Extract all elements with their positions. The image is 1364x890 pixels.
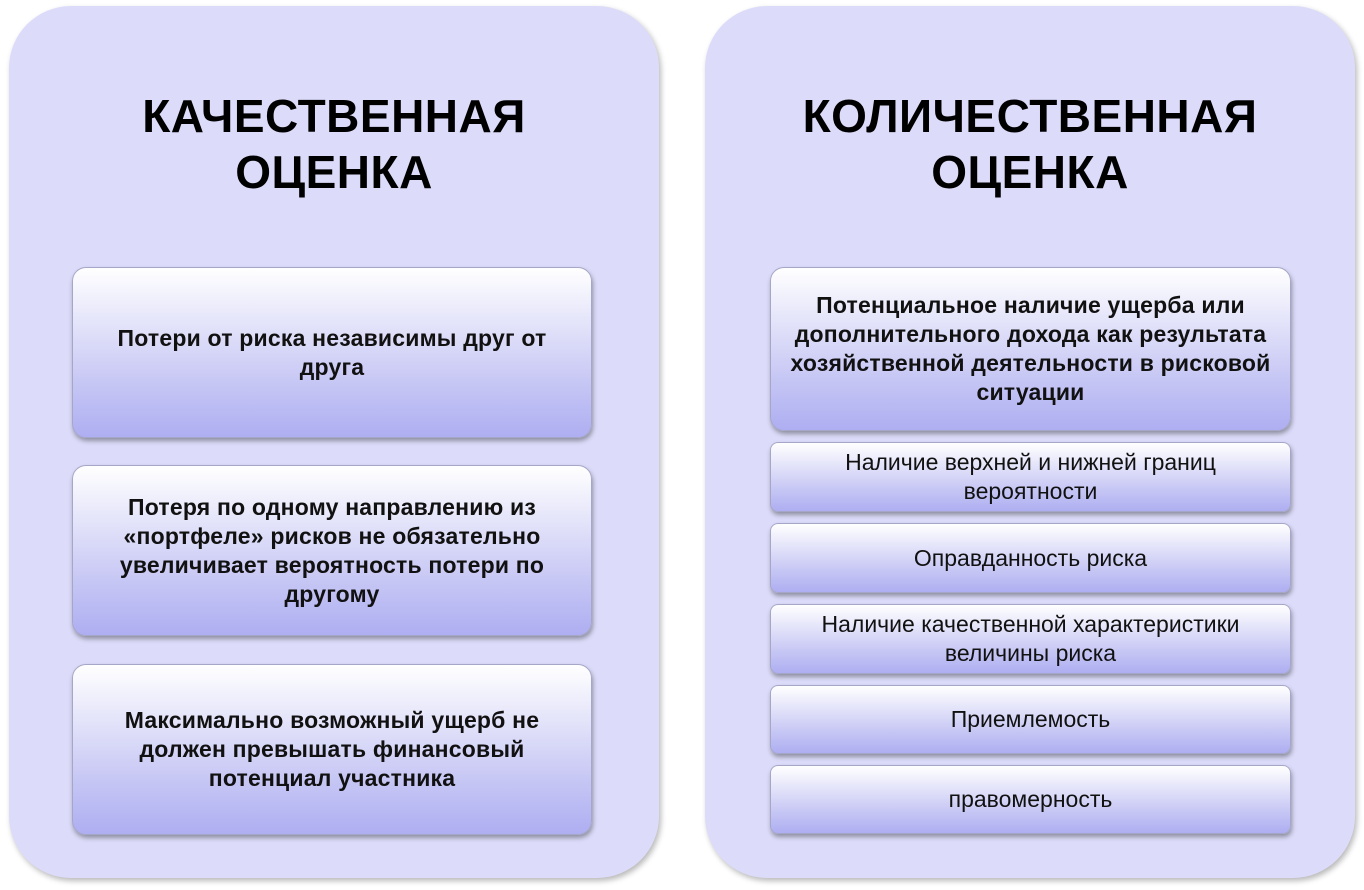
quantitative-item-probability-bounds: Наличие верхней и нижней границ вероятности bbox=[770, 442, 1291, 512]
quantitative-item-risk-justification: Оправданность риска bbox=[770, 523, 1291, 593]
quantitative-item-potential-damage: Потенциальное наличие ущерба или дополнительного дохода как результата хозяйственной деятельности в рисковой ситуации bbox=[770, 267, 1291, 431]
qualitative-title bbox=[9, 88, 659, 200]
quantitative-title-line2: ОЦЕНКА bbox=[931, 146, 1129, 198]
qualitative-item-max-damage: Максимально возможный ущерб не должен превышать финансовый потенциал участника bbox=[72, 664, 592, 835]
quantitative-item-legitimacy: правомерность bbox=[770, 765, 1291, 834]
qualitative-item-independent-losses: Потери от риска независимы друг от друга bbox=[72, 267, 592, 438]
quantitative-item-acceptability: Приемлемость bbox=[770, 685, 1291, 754]
qualitative-title-line2: ОЦЕНКА bbox=[235, 146, 433, 198]
quantitative-title-line1: КОЛИЧЕСТВЕННАЯ bbox=[802, 90, 1258, 142]
quantitative-item-qualitative-characteristic: Наличие качественной характеристики величины риска bbox=[770, 604, 1291, 674]
qualitative-title-line1: КАЧЕСТВЕННАЯ bbox=[142, 90, 526, 142]
qualitative-item-portfolio-loss: Потеря по одному направлению из «портфеле» рисков не обязательно увеличивает вероятность потери по другому bbox=[72, 465, 592, 636]
quantitative-title bbox=[705, 88, 1355, 200]
